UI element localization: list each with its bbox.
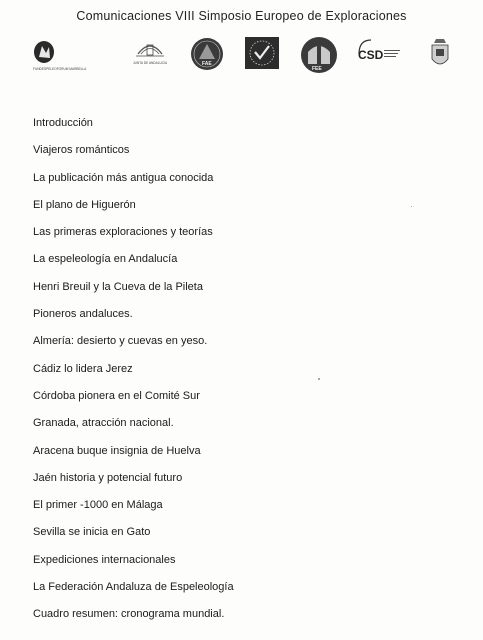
junta-de-andalucia-logo	[128, 34, 172, 74]
toc-item: La publicación más antigua conocida	[33, 171, 214, 184]
sponsor-logos-row	[0, 32, 483, 77]
toc-item: Cádiz lo lidera Jerez	[33, 362, 133, 375]
toc-item: Granada, atracción nacional.	[33, 417, 174, 430]
page-header-title: Comunicaciones VIII Simposio Europeo de Exploraciones	[76, 9, 407, 23]
table-of-contents	[33, 110, 234, 629]
coat-of-arms-logo	[428, 37, 452, 71]
toc-item: El primer -1000 en Málaga	[33, 499, 163, 512]
toc-item: La Federación Andaluza de Espeleología	[33, 581, 234, 594]
svg-text:CSD: CSD	[358, 48, 384, 62]
scan-speck	[411, 206, 412, 207]
svg-text:FAE: FAE	[202, 61, 212, 67]
toc-item: Viajeros románticos	[33, 144, 130, 157]
toc-item: Córdoba pionera en el Comité Sur	[33, 389, 200, 402]
svg-text:FUNDESPELEOFORUM MARBELLA: FUNDESPELEOFORUM MARBELLA	[33, 67, 87, 71]
toc-item: El plano de Higuerón	[33, 198, 136, 211]
toc-item: Aracena buque insignia de Huelva	[33, 444, 201, 457]
toc-item: Expediciones internacionales	[33, 553, 176, 566]
csd-logo	[355, 36, 405, 72]
toc-item: Sevilla se inicia en Gato	[33, 526, 151, 539]
svg-text:FEE: FEE	[312, 66, 322, 72]
checkmark-emblem-logo	[243, 35, 281, 71]
toc-item: La espeleología en Andalucía	[33, 253, 178, 266]
scan-speck	[318, 378, 320, 380]
fae-logo	[188, 35, 226, 75]
toc-item: Las primeras exploraciones y teorías	[33, 226, 213, 239]
toc-item: Jaén historia y potencial futuro	[33, 471, 183, 484]
svg-text:JUNTA DE ANDALUCIA: JUNTA DE ANDALUCIA	[133, 61, 168, 65]
toc-item: Almería: desierto y cuevas en yeso.	[33, 335, 208, 348]
toc-item: Pioneros andaluces.	[33, 308, 133, 321]
toc-item: Henri Breuil y la Cueva de la Pileta	[33, 280, 203, 293]
toc-item: Cuadro resumen: cronograma mundial.	[33, 608, 225, 621]
fee-logo	[299, 34, 339, 76]
fundaespeleo-forum-logo	[30, 37, 96, 77]
toc-item: Introducción	[33, 117, 93, 129]
